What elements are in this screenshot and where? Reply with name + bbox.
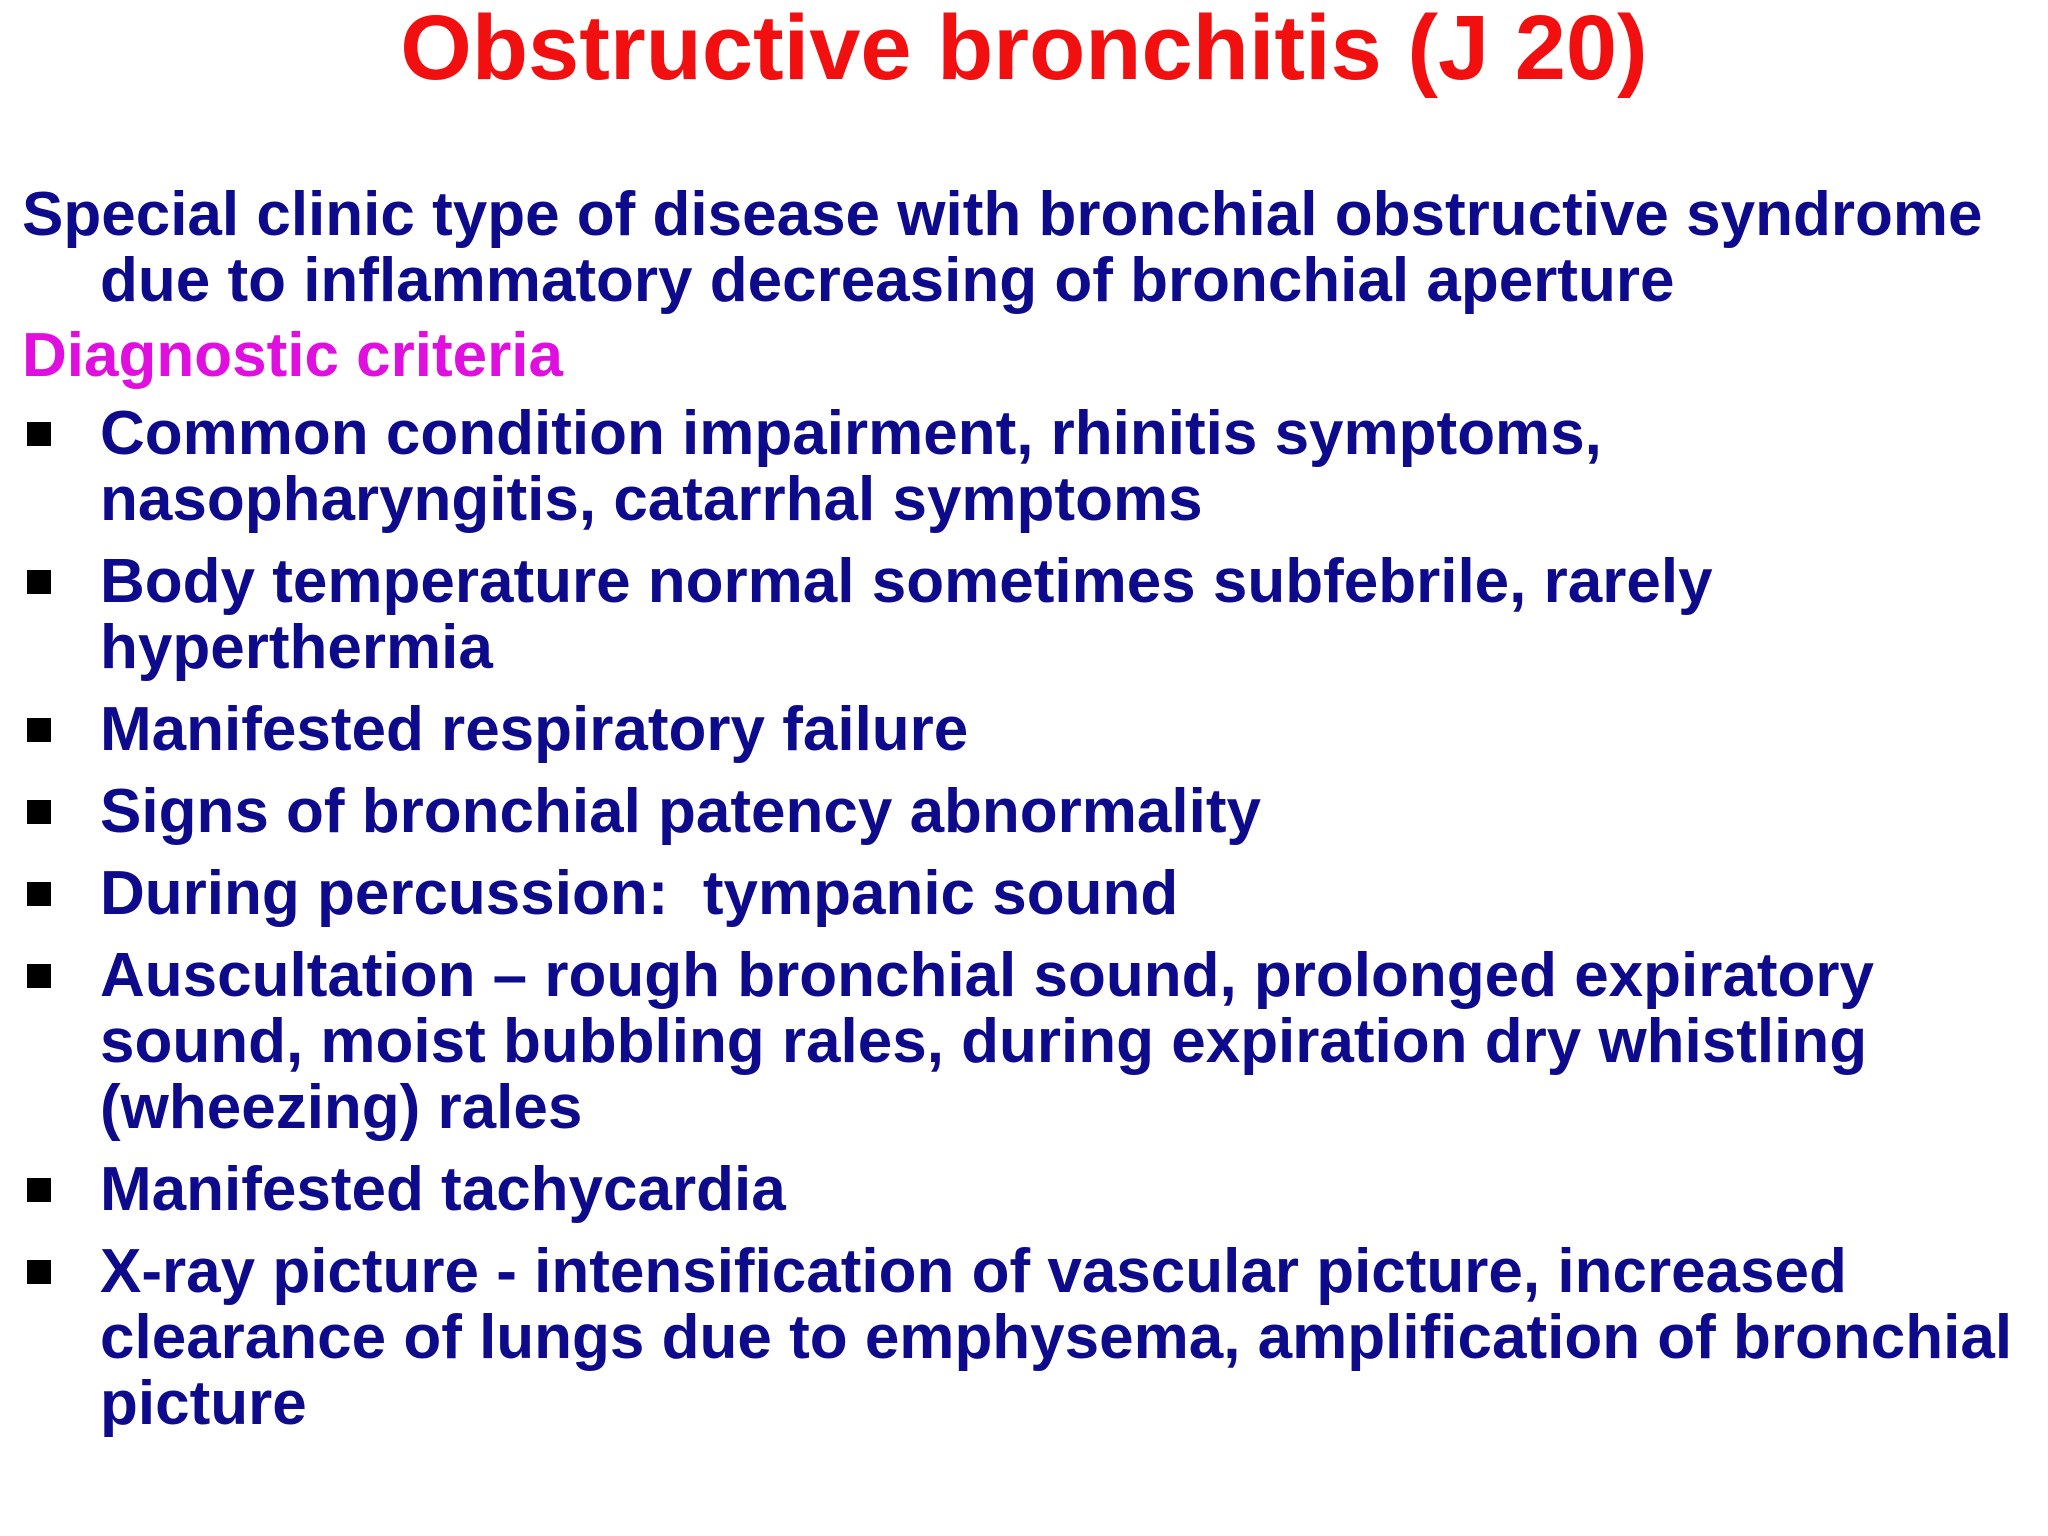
square-bullet-icon (27, 1178, 51, 1202)
list-item-text: Auscultation – rough bronchial sound, prolonged expiratory sound, moist bubbling rales, during expiration dry whistling (wheezing) rales (100, 941, 1874, 1142)
list-item-text: X-ray picture - intensification of vascular picture, increased clearance of lungs due to emphysema, amplification of bronchial picture (100, 1237, 2013, 1438)
list-item (22, 943, 2022, 1141)
list-item-text: During percussion: tympanic sound (100, 859, 1179, 928)
square-bullet-icon (27, 882, 51, 906)
list-item-text: Body temperature normal sometimes subfebrile, rarely hyperthermia (100, 547, 1713, 682)
list-item (22, 1157, 2022, 1223)
list-item (22, 1239, 2022, 1437)
criteria-heading: Diagnostic criteria (22, 321, 563, 390)
list-item-text: Common condition impairment, rhinitis symptoms, nasopharyngitis, catarrhal symptoms (100, 399, 1602, 534)
list-item-text: Signs of bronchial patency abnormality (100, 777, 1261, 846)
list-item (22, 779, 2022, 845)
slide-title: Obstructive bronchitis (J 20) (400, 0, 1648, 99)
square-bullet-icon (27, 570, 51, 594)
list-item (22, 861, 2022, 927)
list-item-text: Manifested tachycardia (100, 1155, 786, 1224)
square-bullet-icon (27, 1260, 51, 1284)
list-item (22, 697, 2022, 763)
list-item-text: Manifested respiratory failure (100, 695, 969, 764)
criteria-list (22, 401, 2022, 1437)
square-bullet-icon (27, 800, 51, 824)
intro-paragraph: Special clinic type of disease with bronchial obstructive syndrome due to inflammatory decreasing of bronchial aperture (22, 180, 1983, 315)
square-bullet-icon (27, 718, 51, 742)
list-item (22, 401, 2022, 533)
slide-content (22, 182, 2022, 1453)
square-bullet-icon (27, 422, 51, 446)
square-bullet-icon (27, 964, 51, 988)
list-item (22, 549, 2022, 681)
